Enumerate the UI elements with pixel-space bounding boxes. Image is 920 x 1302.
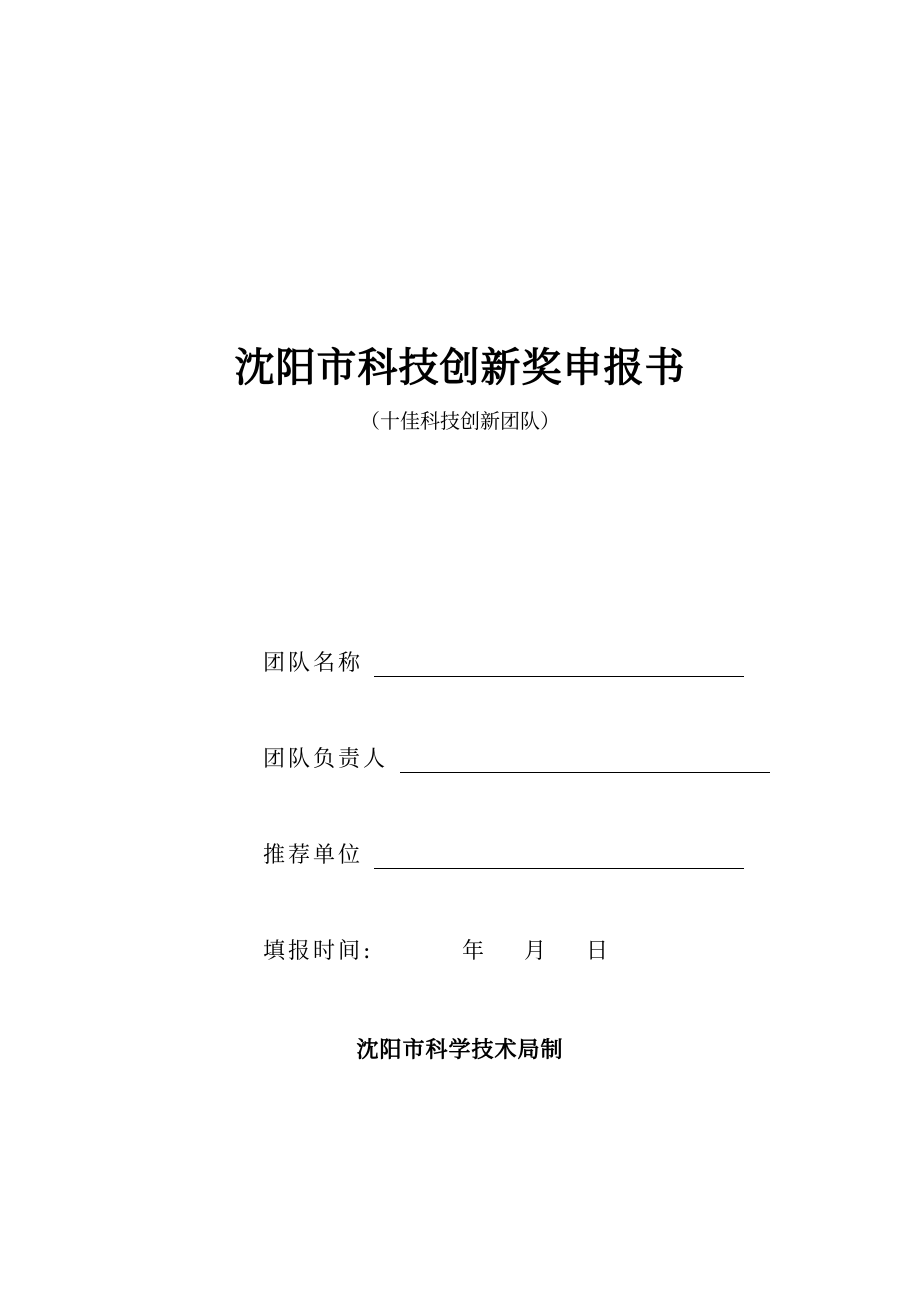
day-label: 日 bbox=[586, 939, 609, 964]
recommender-blank[interactable] bbox=[374, 868, 744, 869]
issuer-text: 沈阳市科学技术局制 bbox=[356, 1038, 564, 1063]
date-label: 填报时间: bbox=[263, 939, 374, 964]
document-subtitle: （十佳科技创新团队） bbox=[360, 409, 560, 433]
team-leader-blank[interactable] bbox=[400, 772, 770, 773]
date-field bbox=[263, 936, 373, 968]
recommender-label: 推荐单位 bbox=[263, 843, 364, 868]
recommender-field bbox=[263, 840, 363, 872]
month-label: 月 bbox=[524, 939, 547, 964]
year-label: 年 bbox=[462, 939, 485, 964]
team-name-field bbox=[263, 648, 363, 680]
team-name-label: 团队名称 bbox=[263, 651, 364, 676]
team-leader-field bbox=[263, 744, 388, 776]
document-title: 沈阳市科技创新奖申报书 bbox=[234, 344, 686, 391]
team-name-blank[interactable] bbox=[374, 676, 744, 677]
team-leader-label: 团队负责人 bbox=[263, 747, 389, 772]
